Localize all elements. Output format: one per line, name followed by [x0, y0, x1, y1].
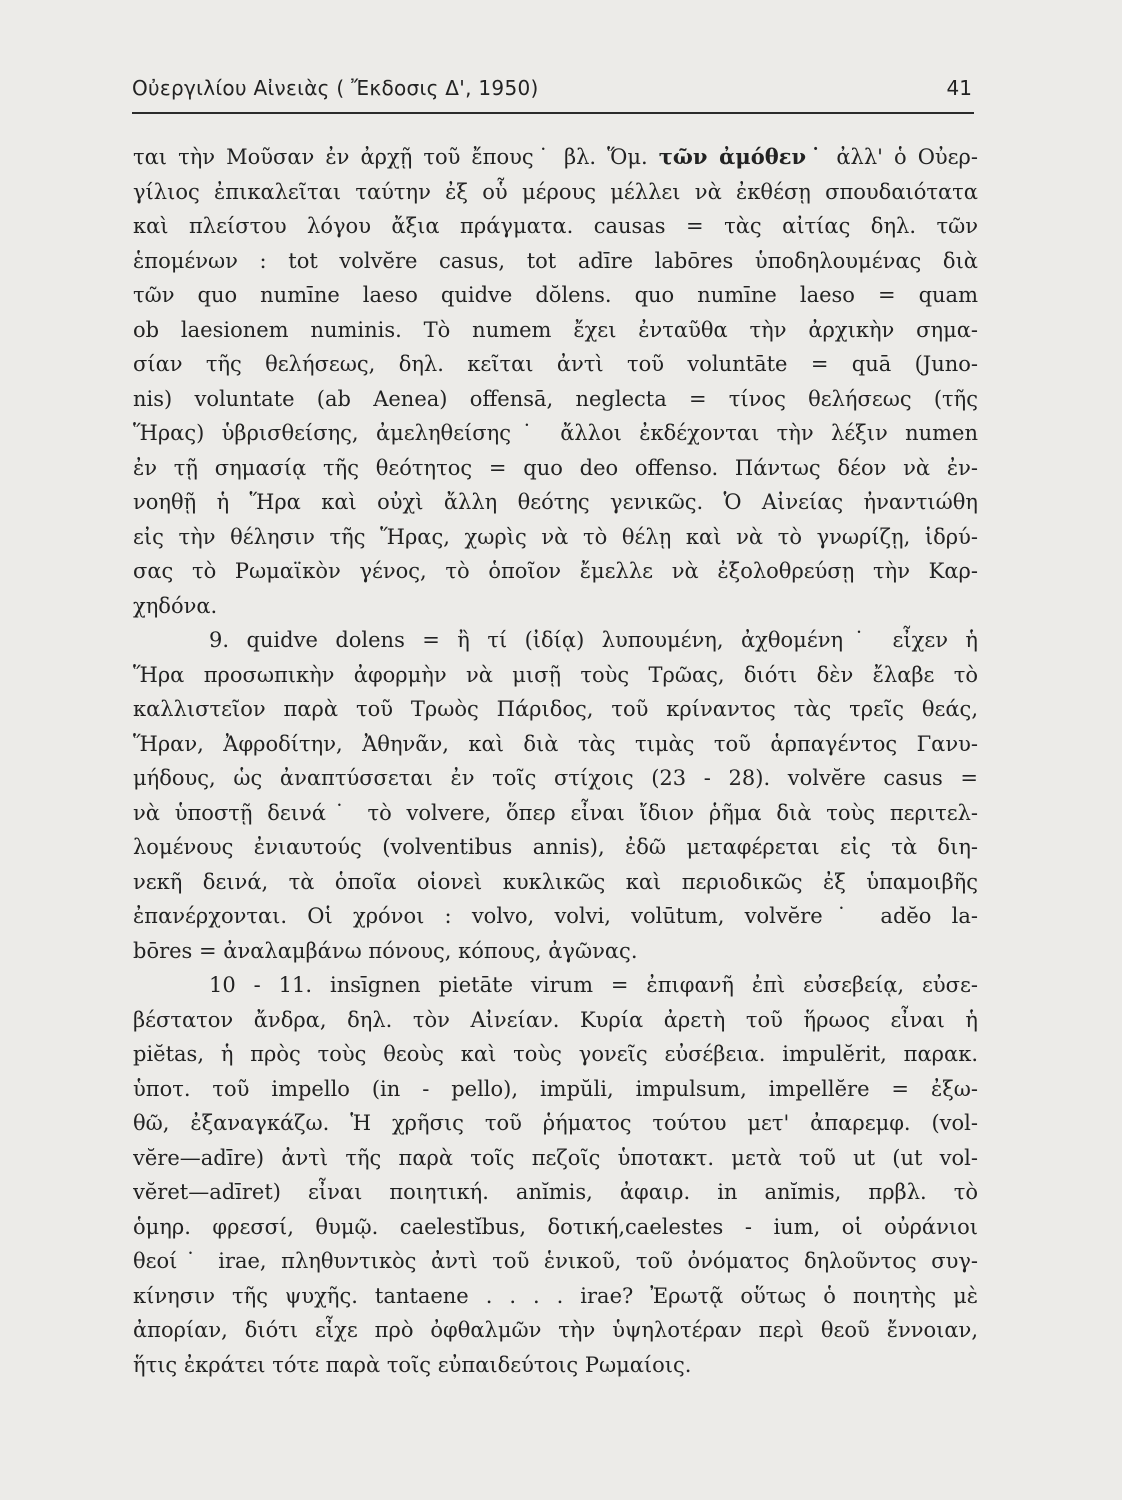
- text-line: μήδους, ὡς ἀναπτύσσεται ἐν τοῖς στίχοις (23 - 28). volvĕre casus =: [133, 766, 978, 790]
- text-line: χηδόνα.: [133, 593, 218, 618]
- text-line: ὁμηρ. φρεσσί, θυμῷ. caelestĭbus, δοτική,caelestes - ium, οἱ οὐράνιοι: [133, 1214, 978, 1239]
- text-line: vĕre—adīre) ἀντὶ τῆς παρὰ τοῖς πεζοῖς ὑποτακτ. μετὰ τοῦ ut (ut vol-: [133, 1145, 978, 1170]
- bold-phrase: τῶν ἀμόθεν˙: [658, 144, 826, 169]
- text-line: νὰ ὑποστῇ δεινά˙ τὸ volvere, ὅπερ εἶναι ἴδιον ῥῆμα διὰ τοὺς περιτελ-: [133, 800, 978, 825]
- page-header: [132, 76, 972, 108]
- text-line: τῶν quo numīne laeso quidve dŏlens. quo numīne laeso = quam: [133, 283, 978, 307]
- text-line: θεοί˙ irae, πληθυντικὸς ἀντὶ τοῦ ἑνικοῦ, τοῦ ὀνόματος δηλοῦντος συγ-: [133, 1249, 978, 1273]
- text-segment: ἀλλ' ὁ Οὐερ-: [825, 145, 978, 169]
- page-number: 41: [946, 76, 972, 100]
- text-line: κίνησιν τῆς ψυχῆς. tantaene . . . . irae? Ἐρωτᾷ οὕτως ὁ ποιητὴς μὲ: [133, 1283, 978, 1308]
- text-line: ἀπορίαν, διότι εἶχε πρὸ ὀφθαλμῶν τὴν ὑψηλοτέραν περὶ θεοῦ ἔννοιαν,: [133, 1318, 978, 1342]
- text-line: ἥτις ἐκράτει τότε παρὰ τοῖς εὐπαιδεύτοις Ρωμαίοις.: [133, 1352, 692, 1377]
- text-line: ἐν τῇ σημασίᾳ τῆς θεότητος = quo deo offenso. Πάντως δέον νὰ ἐν-: [133, 455, 978, 480]
- text-line: Ἥρας) ὑβρισθείσης, ἀμεληθείσης˙ ἄλλοι ἐκδέχονται τὴν λέξιν numen: [133, 421, 978, 445]
- text-line: vĕret—adīret) εἶναι ποιητική. anĭmis, ἀφαιρ. in anĭmis, πρβλ. τὸ: [133, 1180, 978, 1204]
- text-line: [133, 140, 978, 175]
- header-rule: [132, 112, 974, 114]
- text-line: Ἥραν, Ἀφροδίτην, Ἀθηνᾶν, καὶ διὰ τὰς τιμὰς τοῦ ἁρπαγέντος Γανυ-: [133, 731, 978, 756]
- text-line: νοηθῇ ἡ Ἥρα καὶ οὐχὶ ἄλλη θεότης γενικῶς. Ὁ Αἰνείας ἠναντιώθη: [133, 490, 978, 514]
- text-line: ἐπανέρχονται. Οἱ χρόνοι : volvo, volvi, volūtum, volvĕre˙ adĕo la-: [133, 904, 978, 928]
- text-line: bōres = ἀναλαμβάνω πόνους, κόπους, ἀγῶνας.: [133, 938, 638, 963]
- text-segment: ται τὴν Μοῦσαν ἐν ἀρχῇ τοῦ ἔπους˙ βλ. Ὅμ.: [133, 145, 659, 169]
- text-line: σίαν τῆς θελήσεως, δηλ. κεῖται ἀντὶ τοῦ voluntāte = quā (Juno-: [133, 352, 978, 376]
- text-line: 10 - 11. insīgnen pietāte virum = ἐπιφανῆ ἐπὶ εὐσεβείᾳ, εὐσε-: [209, 973, 978, 997]
- text-line: nis) voluntate (ab Aenea) offensā, neglecta = τίνος θελήσεως (τῆς: [133, 386, 978, 411]
- text-line: σας τὸ Ρωμαϊκὸν γένος, τὸ ὁποῖον ἔμελλε νὰ ἐξολοθρεύσῃ τὴν Καρ-: [133, 559, 978, 583]
- running-title: Οὐεργιλίου Αἰνειὰς ( Ἔκδοσις Δ', 1950): [132, 76, 539, 100]
- text-line: καλλιστεῖον παρὰ τοῦ Τρωὸς Πάριδος, τοῦ κρίναντος τὰς τρεῖς θεάς,: [133, 697, 978, 721]
- text-line: ἑπομένων : tot volvĕre casus, tot adīre labōres ὑποδηλουμένας διὰ: [133, 248, 978, 273]
- text-line: 9. quidve dolens = ἢ τί (ἰδίᾳ) λυπουμένη, ἀχθομένη˙ εἶχεν ἡ: [209, 628, 978, 652]
- text-line: νεκῆ δεινά, τὰ ὁποῖα οἱονεὶ κυκλικῶς καὶ περιοδικῶς ἐξ ὑπαμοιβῆς: [133, 869, 978, 894]
- text-line: piĕtas, ἡ πρὸς τοὺς θεοὺς καὶ τοὺς γονεῖς εὐσέβεια. impulĕrit, παρακ.: [133, 1042, 978, 1066]
- text-line: ὑποτ. τοῦ impello (in - pello), impŭli, impulsum, impellĕre = ἐξω-: [133, 1076, 978, 1101]
- text-line: λομένους ἐνιαυτούς (volventibus annis), ἐδῶ μεταφέρεται εἰς τὰ διη-: [133, 835, 978, 859]
- text-line: εἰς τὴν θέλησιν τῆς Ἥρας, χωρὶς νὰ τὸ θέλῃ καὶ νὰ τὸ γνωρίζῃ, ἱδρύ-: [133, 524, 978, 549]
- body-text: [133, 140, 978, 1382]
- text-line: βέστατον ἄνδρα, δηλ. τὸν Αἰνείαν. Κυρία ἀρετὴ τοῦ ἥρωος εἶναι ἡ: [133, 1007, 978, 1032]
- text-line: ob laesionem numinis. Τὸ numem ἔχει ἐνταῦθα τὴν ἀρχικὴν σημα-: [133, 317, 978, 342]
- text-line: καὶ πλείστου λόγου ἄξια πράγματα. causas = τὰς αἰτίας δηλ. τῶν: [133, 214, 978, 238]
- text-line: γίλιος ἐπικαλεῖται ταύτην ἐξ οὗ μέρους μέλλει νὰ ἐκθέσῃ σπουδαιότατα: [133, 179, 978, 204]
- text-line: Ἥρα προσωπικὴν ἀφορμὴν νὰ μισῇ τοὺς Τρῶας, διότι δὲν ἔλαβε τὸ: [133, 662, 978, 687]
- text-line: θῶ, ἐξαναγκάζω. Ἡ χρῆσις τοῦ ῥήματος τούτου μετ' ἀπαρεμφ. (vol-: [133, 1111, 978, 1135]
